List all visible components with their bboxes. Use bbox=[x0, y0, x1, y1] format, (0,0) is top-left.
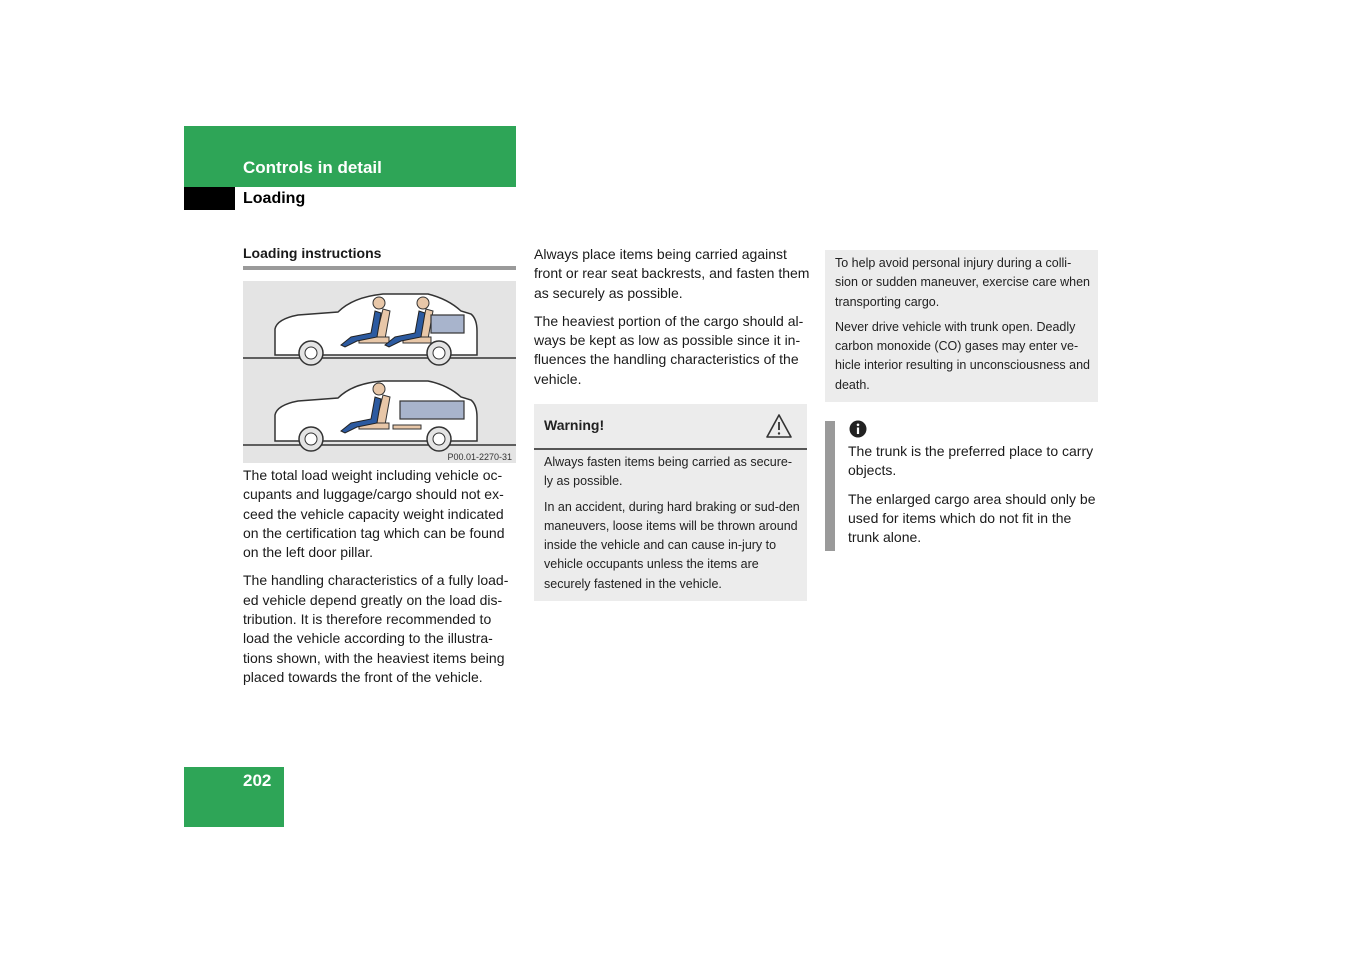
info-paragraph: The enlarged cargo area should only be used for items which do not fit in the trunk alone. bbox=[848, 490, 1096, 546]
warning-paragraph: In an accident, during hard braking or sud-den maneuvers, loose items will be thrown around inside the vehicle and can cause in-jury to vehicle occupants unless the items are securely fastened in the vehicle. bbox=[544, 499, 800, 591]
heading-rule bbox=[243, 266, 516, 270]
caution-paragraph: To help avoid personal injury during a colli-sion or sudden maneuver, exercise care when transporting cargo. bbox=[835, 256, 1091, 309]
paragraph: The total load weight including vehicle oc-cupants and luggage/cargo should not ex-ceed the vehicle capacity weight indicated on the certification tag which can be found on the left door pillar. bbox=[243, 467, 505, 561]
info-paragraph: The trunk is the preferred place to carry objects. bbox=[848, 443, 1094, 479]
car-loading-diagram bbox=[243, 281, 516, 463]
section-title: Controls in detail bbox=[243, 158, 382, 177]
paragraph: The heaviest portion of the cargo should al-ways be kept as low as possible since it in-fluences the handling characteristics of the vehicle. bbox=[534, 312, 804, 387]
info-sidebar bbox=[825, 421, 835, 551]
loading-illustration bbox=[243, 281, 516, 463]
caution-box bbox=[825, 250, 1098, 402]
car-bottom-illustration bbox=[243, 381, 516, 451]
warning-paragraph: Always fasten items being carried as secure-ly as possible. bbox=[544, 455, 793, 489]
subsection-title: Loading bbox=[243, 190, 306, 207]
warning-body bbox=[544, 453, 800, 600]
loading-instructions-heading: Loading instructions bbox=[243, 245, 382, 261]
caution-paragraph: Never drive vehicle with trunk open. Deadly carbon monoxide (CO) gases may enter ve-hicle interior resulting in unconsciousness and death. bbox=[835, 319, 1091, 392]
warning-box bbox=[534, 404, 807, 601]
warning-triangle-icon bbox=[765, 413, 793, 439]
caution-body bbox=[835, 254, 1093, 401]
page-number: 202 bbox=[243, 771, 272, 790]
warning-title: Warning! bbox=[544, 417, 605, 433]
car-top-illustration bbox=[243, 294, 516, 365]
column-2-body bbox=[534, 245, 810, 398]
column-1-body bbox=[243, 466, 519, 696]
subsection-marker bbox=[184, 187, 235, 210]
paragraph: Always place items being carried against front or rear seat backrests, and fasten them as securely as possible. bbox=[534, 246, 810, 301]
paragraph: The handling characteristics of a fully load-ed vehicle depend greatly on the load dis-tribution. It is therefore recommended to load the vehicle according to the illustra-tions shown, with the heaviest items being placed towards the front of the vehicle. bbox=[243, 572, 509, 685]
info-body bbox=[848, 442, 1104, 556]
warning-header bbox=[534, 404, 807, 450]
info-icon bbox=[849, 420, 867, 438]
figure-code: P00.01-2270-31 bbox=[447, 452, 512, 462]
